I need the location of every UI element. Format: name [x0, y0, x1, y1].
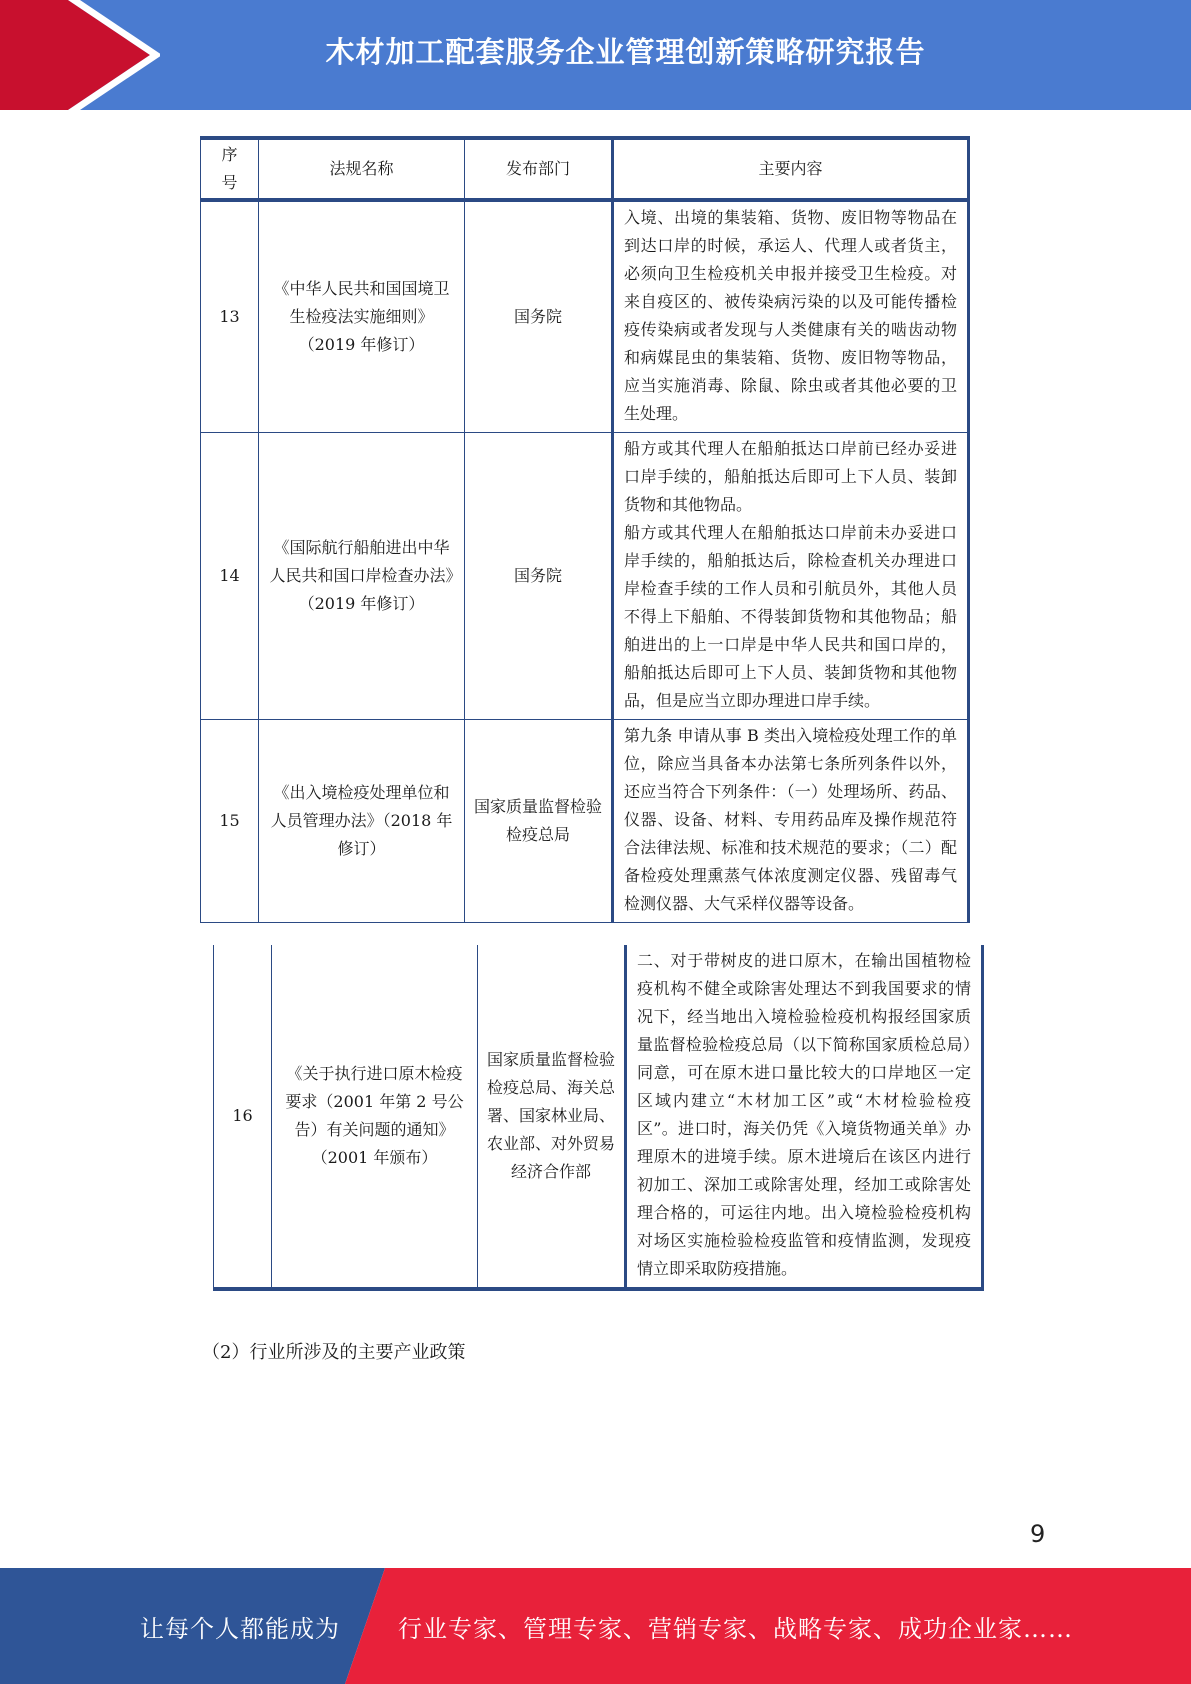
section-heading: （2）行业所涉及的主要产业政策	[202, 1342, 466, 1363]
issuing-department: 国家质量监督检验检疫总局	[465, 720, 613, 923]
header-chevron-icon	[0, 0, 160, 110]
regulation-name: 《国际航行船舶进出中华人民共和国口岸检查办法》（2019 年修订）	[259, 433, 465, 720]
row-index: 15	[201, 720, 259, 923]
table-row	[214, 945, 983, 1289]
issuing-department: 国务院	[465, 433, 613, 720]
column-header-name: 法规名称	[259, 138, 465, 200]
footer-bar	[0, 1568, 1191, 1684]
footer-slogan-right: 行业专家、管理专家、营销专家、战略专家、成功企业家……	[398, 1614, 1073, 1643]
issuing-department: 国务院	[465, 200, 613, 433]
column-header-content: 主要内容	[613, 138, 969, 200]
main-content: 第九条 申请从事 B 类出入境检疫处理工作的单位，除应当具备本办法第七条所列条件以外，还应当符合下列条件：（一）处理场所、药品、仪器、设备、材料、专用药品库及操作规范符合法律法规、标准和技术规范的要求；（二）配备检疫处理熏蒸气体浓度测定仪器、残留毒气检测仪器、大气采样仪器等设备。	[613, 720, 969, 923]
issuing-department: 国家质量监督检验检疫总局、海关总署、国家林业局、农业部、对外贸易经济合作部	[478, 945, 626, 1289]
main-content: 船方或其代理人在船舶抵达口岸前已经办妥进口岸手续的，船舶抵达后即可上下人员、装卸货物和其他物品。 船方或其代理人在船舶抵达口岸前未办妥进口岸手续的，船舶抵达后，除检查机关办理进口岸检查手续的工作人员和引航员外，其他人员不得上下船舶、不得装卸货物和其他物品；船舶进出的上一口岸是中华人民共和国口岸的，船舶抵达后即可上下人员、装卸货物和其他物品，但是应当立即办理进口岸手续。	[613, 433, 969, 720]
column-header-index: 序 号	[201, 138, 259, 200]
regulations-table	[200, 136, 970, 923]
footer-slogan-left: 让每个人都能成为	[140, 1614, 340, 1643]
main-content: 入境、出境的集装箱、货物、废旧物等物品在到达口岸的时候，承运人、代理人或者货主，必须向卫生检疫机关申报并接受卫生检疫。对来自疫区的、被传染病污染的以及可能传播检疫传染病或者发现与人类健康有关的啮齿动物和病媒昆虫的集装箱、货物、废旧物等物品，应当实施消毒、除鼠、除虫或者其他必要的卫生处理。	[613, 200, 969, 433]
report-title: 木材加工配套服务企业管理创新策略研究报告	[325, 34, 926, 69]
regulations-table-continued	[213, 945, 984, 1291]
table-row	[201, 433, 969, 720]
regulation-name: 《关于执行进口原木检疫要求（2001 年第 2 号公告）有关问题的通知》（2001 年颁布）	[272, 945, 478, 1289]
table-header-row	[201, 138, 969, 200]
column-header-department: 发布部门	[465, 138, 613, 200]
regulation-name: 《中华人民共和国国境卫生检疫法实施细则》（2019 年修订）	[259, 200, 465, 433]
row-index: 16	[214, 945, 272, 1289]
main-content: 二、对于带树皮的进口原木，在输出国植物检疫机构不健全或除害处理达不到我国要求的情况下，经当地出入境检验检疫机构报经国家质量监督检验检疫总局（以下简称国家质检总局）同意，可在原木进口量比较大的口岸地区一定区域内建立“木材加工区”或“木材检验检疫区”。进口时，海关仍凭《入境货物通关单》办理原木的进境手续。原木进境后在该区内进行初加工、深加工或除害处理，经加工或除害处理合格的，可运往内地。出入境检验检疫机构对场区实施检验检疫监管和疫情监测，发现疫情立即采取防疫措施。	[626, 945, 983, 1289]
regulation-name: 《出入境检疫处理单位和人员管理办法》（2018 年修订）	[259, 720, 465, 923]
header-bar	[0, 0, 1191, 110]
row-index: 13	[201, 200, 259, 433]
page-number: 9	[1030, 1520, 1046, 1548]
table-row	[201, 200, 969, 433]
table-row	[201, 720, 969, 923]
row-index: 14	[201, 433, 259, 720]
